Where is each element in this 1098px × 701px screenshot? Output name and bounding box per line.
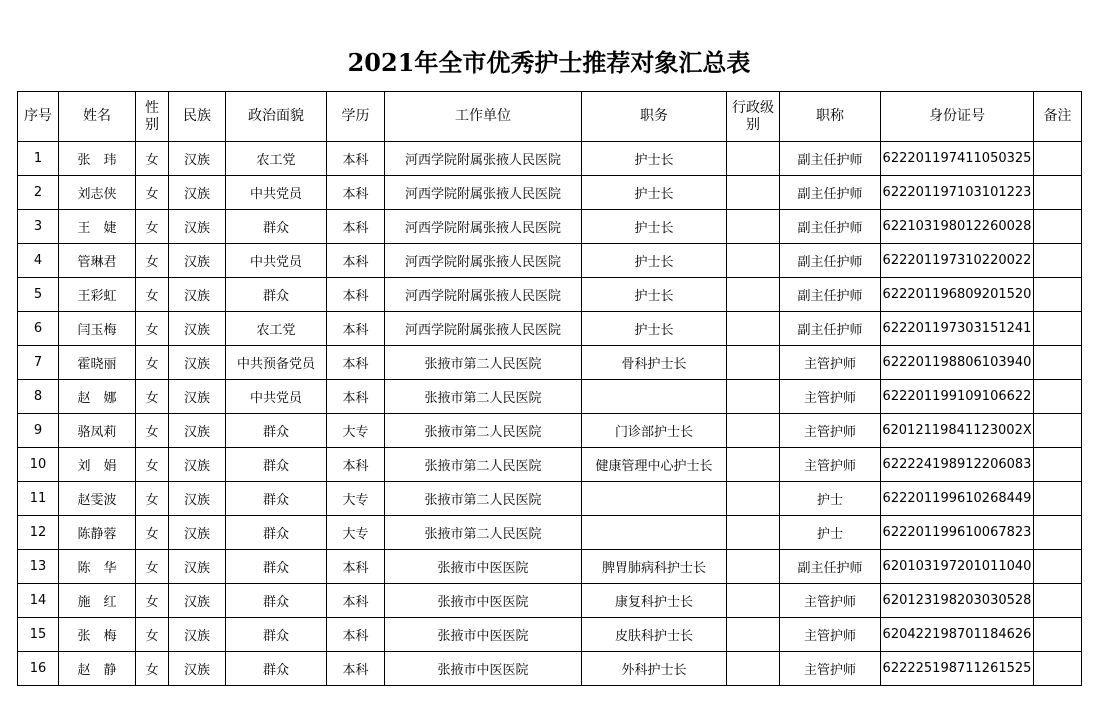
cell-political-status: 中共预备党员 bbox=[226, 346, 327, 380]
cell-ethnicity: 汉族 bbox=[169, 516, 226, 550]
cell-gender: 女 bbox=[136, 142, 169, 176]
cell-political-status: 农工党 bbox=[226, 312, 327, 346]
cell-ethnicity: 汉族 bbox=[169, 618, 226, 652]
cell-remarks bbox=[1034, 312, 1082, 346]
cell-id-number: 622201196809201520 bbox=[881, 278, 1034, 312]
cell-remarks bbox=[1034, 244, 1082, 278]
table-row bbox=[18, 414, 1082, 448]
cell-id-number: 622201197310220022 bbox=[881, 244, 1034, 278]
cell-education: 本科 bbox=[327, 176, 385, 210]
cell-id-number: 622201199610067823 bbox=[881, 516, 1034, 550]
header-seq: 序号 bbox=[18, 92, 59, 142]
table-row bbox=[18, 482, 1082, 516]
table-row bbox=[18, 618, 1082, 652]
recommendation-table bbox=[17, 91, 1082, 686]
cell-ethnicity: 汉族 bbox=[169, 312, 226, 346]
cell-id-number: 622224198912206083 bbox=[881, 448, 1034, 482]
cell-ethnicity: 汉族 bbox=[169, 346, 226, 380]
header-id-number: 身份证号 bbox=[881, 92, 1034, 142]
cell-education: 本科 bbox=[327, 584, 385, 618]
cell-position: 门诊部护士长 bbox=[582, 414, 727, 448]
header-education: 学历 bbox=[327, 92, 385, 142]
cell-education: 本科 bbox=[327, 244, 385, 278]
cell-gender: 女 bbox=[136, 380, 169, 414]
cell-name: 陈静蓉 bbox=[59, 516, 136, 550]
cell-ethnicity: 汉族 bbox=[169, 380, 226, 414]
table-row bbox=[18, 516, 1082, 550]
cell-id-number: 622201197103101223 bbox=[881, 176, 1034, 210]
cell-name: 骆凤莉 bbox=[59, 414, 136, 448]
cell-ethnicity: 汉族 bbox=[169, 550, 226, 584]
cell-gender: 女 bbox=[136, 448, 169, 482]
cell-id-number: 622201197303151241 bbox=[881, 312, 1034, 346]
cell-political-status: 群众 bbox=[226, 414, 327, 448]
cell-position: 护士长 bbox=[582, 176, 727, 210]
cell-admin-level bbox=[727, 516, 780, 550]
cell-title: 副主任护师 bbox=[780, 550, 881, 584]
cell-admin-level bbox=[727, 584, 780, 618]
cell-position: 外科护士长 bbox=[582, 652, 727, 686]
cell-seq: 2 bbox=[18, 176, 59, 210]
cell-remarks bbox=[1034, 414, 1082, 448]
cell-ethnicity: 汉族 bbox=[169, 278, 226, 312]
cell-political-status: 群众 bbox=[226, 584, 327, 618]
table-row bbox=[18, 380, 1082, 414]
cell-seq: 1 bbox=[18, 142, 59, 176]
cell-gender: 女 bbox=[136, 414, 169, 448]
cell-ethnicity: 汉族 bbox=[169, 244, 226, 278]
cell-title: 主管护师 bbox=[780, 448, 881, 482]
cell-name: 闫玉梅 bbox=[59, 312, 136, 346]
cell-position bbox=[582, 380, 727, 414]
cell-title: 主管护师 bbox=[780, 380, 881, 414]
cell-education: 本科 bbox=[327, 652, 385, 686]
cell-education: 本科 bbox=[327, 346, 385, 380]
cell-name: 管琳君 bbox=[59, 244, 136, 278]
table-row bbox=[18, 346, 1082, 380]
table-row bbox=[18, 210, 1082, 244]
cell-gender: 女 bbox=[136, 584, 169, 618]
table-body bbox=[18, 142, 1082, 686]
cell-remarks bbox=[1034, 448, 1082, 482]
cell-ethnicity: 汉族 bbox=[169, 584, 226, 618]
cell-title: 主管护师 bbox=[780, 584, 881, 618]
cell-position: 骨科护士长 bbox=[582, 346, 727, 380]
cell-workplace: 河西学院附属张掖人民医院 bbox=[385, 176, 582, 210]
cell-remarks bbox=[1034, 210, 1082, 244]
cell-admin-level bbox=[727, 210, 780, 244]
cell-title: 主管护师 bbox=[780, 652, 881, 686]
cell-remarks bbox=[1034, 618, 1082, 652]
cell-education: 大专 bbox=[327, 414, 385, 448]
cell-political-status: 群众 bbox=[226, 550, 327, 584]
cell-gender: 女 bbox=[136, 278, 169, 312]
cell-workplace: 张掖市第二人民医院 bbox=[385, 482, 582, 516]
cell-name: 赵 娜 bbox=[59, 380, 136, 414]
table-row bbox=[18, 312, 1082, 346]
cell-workplace: 张掖市第二人民医院 bbox=[385, 414, 582, 448]
cell-admin-level bbox=[727, 414, 780, 448]
cell-workplace: 河西学院附属张掖人民医院 bbox=[385, 312, 582, 346]
header-name: 姓名 bbox=[59, 92, 136, 142]
cell-id-number: 620123198203030528 bbox=[881, 584, 1034, 618]
cell-political-status: 中共党员 bbox=[226, 244, 327, 278]
cell-position: 护士长 bbox=[582, 278, 727, 312]
table-row bbox=[18, 550, 1082, 584]
cell-political-status: 中共党员 bbox=[226, 380, 327, 414]
cell-gender: 女 bbox=[136, 482, 169, 516]
cell-title: 副主任护师 bbox=[780, 176, 881, 210]
cell-remarks bbox=[1034, 550, 1082, 584]
cell-political-status: 群众 bbox=[226, 210, 327, 244]
cell-education: 本科 bbox=[327, 380, 385, 414]
cell-gender: 女 bbox=[136, 346, 169, 380]
cell-title: 主管护师 bbox=[780, 618, 881, 652]
cell-title: 主管护师 bbox=[780, 346, 881, 380]
cell-position: 护士长 bbox=[582, 210, 727, 244]
cell-seq: 15 bbox=[18, 618, 59, 652]
cell-name: 张 梅 bbox=[59, 618, 136, 652]
cell-title: 副主任护师 bbox=[780, 312, 881, 346]
cell-remarks bbox=[1034, 652, 1082, 686]
cell-seq: 8 bbox=[18, 380, 59, 414]
cell-gender: 女 bbox=[136, 652, 169, 686]
cell-name: 赵雯波 bbox=[59, 482, 136, 516]
cell-seq: 13 bbox=[18, 550, 59, 584]
cell-seq: 11 bbox=[18, 482, 59, 516]
cell-ethnicity: 汉族 bbox=[169, 414, 226, 448]
cell-remarks bbox=[1034, 584, 1082, 618]
header-political-status: 政治面貌 bbox=[226, 92, 327, 142]
table-row bbox=[18, 584, 1082, 618]
table-header bbox=[18, 92, 1082, 142]
cell-education: 大专 bbox=[327, 516, 385, 550]
cell-title: 副主任护师 bbox=[780, 244, 881, 278]
cell-id-number: 622103198012260028 bbox=[881, 210, 1034, 244]
cell-seq: 7 bbox=[18, 346, 59, 380]
cell-education: 大专 bbox=[327, 482, 385, 516]
cell-position: 护士长 bbox=[582, 244, 727, 278]
cell-workplace: 河西学院附属张掖人民医院 bbox=[385, 244, 582, 278]
cell-admin-level bbox=[727, 176, 780, 210]
cell-position: 护士长 bbox=[582, 142, 727, 176]
cell-political-status: 群众 bbox=[226, 652, 327, 686]
cell-admin-level bbox=[727, 482, 780, 516]
cell-title: 副主任护师 bbox=[780, 142, 881, 176]
cell-workplace: 张掖市中医医院 bbox=[385, 550, 582, 584]
cell-admin-level bbox=[727, 618, 780, 652]
cell-title: 主管护师 bbox=[780, 414, 881, 448]
cell-gender: 女 bbox=[136, 618, 169, 652]
cell-remarks bbox=[1034, 482, 1082, 516]
cell-ethnicity: 汉族 bbox=[169, 210, 226, 244]
cell-admin-level bbox=[727, 550, 780, 584]
cell-name: 赵 静 bbox=[59, 652, 136, 686]
cell-seq: 9 bbox=[18, 414, 59, 448]
cell-name: 王 婕 bbox=[59, 210, 136, 244]
cell-workplace: 张掖市中医医院 bbox=[385, 618, 582, 652]
cell-admin-level bbox=[727, 312, 780, 346]
cell-admin-level bbox=[727, 652, 780, 686]
cell-remarks bbox=[1034, 516, 1082, 550]
cell-education: 本科 bbox=[327, 210, 385, 244]
cell-political-status: 群众 bbox=[226, 516, 327, 550]
cell-seq: 4 bbox=[18, 244, 59, 278]
header-workplace: 工作单位 bbox=[385, 92, 582, 142]
cell-gender: 女 bbox=[136, 516, 169, 550]
cell-education: 本科 bbox=[327, 550, 385, 584]
cell-admin-level bbox=[727, 142, 780, 176]
cell-remarks bbox=[1034, 380, 1082, 414]
cell-workplace: 张掖市第二人民医院 bbox=[385, 516, 582, 550]
cell-admin-level bbox=[727, 278, 780, 312]
cell-remarks bbox=[1034, 278, 1082, 312]
cell-gender: 女 bbox=[136, 210, 169, 244]
cell-id-number: 622201197411050325 bbox=[881, 142, 1034, 176]
cell-workplace: 张掖市第二人民医院 bbox=[385, 380, 582, 414]
cell-title: 副主任护师 bbox=[780, 210, 881, 244]
cell-position: 皮肤科护士长 bbox=[582, 618, 727, 652]
cell-position: 健康管理中心护士长 bbox=[582, 448, 727, 482]
cell-name: 刘志侠 bbox=[59, 176, 136, 210]
cell-id-number: 622201199610268449 bbox=[881, 482, 1034, 516]
cell-seq: 3 bbox=[18, 210, 59, 244]
cell-position: 脾胃肺病科护士长 bbox=[582, 550, 727, 584]
cell-political-status: 群众 bbox=[226, 448, 327, 482]
header-admin-level: 行政级别 bbox=[727, 92, 780, 142]
cell-position bbox=[582, 482, 727, 516]
cell-remarks bbox=[1034, 176, 1082, 210]
cell-admin-level bbox=[727, 346, 780, 380]
header-position: 职务 bbox=[582, 92, 727, 142]
cell-political-status: 农工党 bbox=[226, 142, 327, 176]
cell-political-status: 群众 bbox=[226, 278, 327, 312]
cell-workplace: 河西学院附属张掖人民医院 bbox=[385, 142, 582, 176]
cell-seq: 12 bbox=[18, 516, 59, 550]
cell-workplace: 张掖市中医医院 bbox=[385, 652, 582, 686]
cell-remarks bbox=[1034, 142, 1082, 176]
cell-gender: 女 bbox=[136, 312, 169, 346]
cell-position: 康复科护士长 bbox=[582, 584, 727, 618]
header-gender: 性别 bbox=[136, 92, 169, 142]
table-row bbox=[18, 278, 1082, 312]
cell-name: 施 红 bbox=[59, 584, 136, 618]
cell-education: 本科 bbox=[327, 312, 385, 346]
cell-ethnicity: 汉族 bbox=[169, 482, 226, 516]
cell-name: 刘 娟 bbox=[59, 448, 136, 482]
cell-name: 张 玮 bbox=[59, 142, 136, 176]
header-row bbox=[18, 92, 1082, 142]
cell-position: 护士长 bbox=[582, 312, 727, 346]
cell-id-number: 622201199109106622 bbox=[881, 380, 1034, 414]
cell-remarks bbox=[1034, 346, 1082, 380]
table-row bbox=[18, 244, 1082, 278]
cell-id-number: 620422198701184626 bbox=[881, 618, 1034, 652]
header-remarks: 备注 bbox=[1034, 92, 1082, 142]
header-ethnicity: 民族 bbox=[169, 92, 226, 142]
page-title: 2021年全市优秀护士推荐对象汇总表 bbox=[347, 48, 751, 77]
cell-admin-level bbox=[727, 448, 780, 482]
cell-name: 陈 华 bbox=[59, 550, 136, 584]
cell-workplace: 河西学院附属张掖人民医院 bbox=[385, 278, 582, 312]
cell-seq: 5 bbox=[18, 278, 59, 312]
cell-title: 护士 bbox=[780, 516, 881, 550]
cell-gender: 女 bbox=[136, 244, 169, 278]
cell-title: 护士 bbox=[780, 482, 881, 516]
cell-political-status: 群众 bbox=[226, 482, 327, 516]
cell-political-status: 中共党员 bbox=[226, 176, 327, 210]
cell-workplace: 河西学院附属张掖人民医院 bbox=[385, 210, 582, 244]
cell-ethnicity: 汉族 bbox=[169, 176, 226, 210]
cell-admin-level bbox=[727, 380, 780, 414]
cell-seq: 6 bbox=[18, 312, 59, 346]
table-row bbox=[18, 176, 1082, 210]
cell-gender: 女 bbox=[136, 176, 169, 210]
header-title: 职称 bbox=[780, 92, 881, 142]
cell-education: 本科 bbox=[327, 142, 385, 176]
cell-workplace: 张掖市中医医院 bbox=[385, 584, 582, 618]
cell-seq: 14 bbox=[18, 584, 59, 618]
cell-workplace: 张掖市第二人民医院 bbox=[385, 346, 582, 380]
table-row bbox=[18, 448, 1082, 482]
cell-position bbox=[582, 516, 727, 550]
cell-seq: 16 bbox=[18, 652, 59, 686]
cell-id-number: 622201198806103940 bbox=[881, 346, 1034, 380]
cell-ethnicity: 汉族 bbox=[169, 652, 226, 686]
cell-education: 本科 bbox=[327, 618, 385, 652]
cell-name: 王彩虹 bbox=[59, 278, 136, 312]
cell-id-number: 620103197201011040 bbox=[881, 550, 1034, 584]
cell-seq: 10 bbox=[18, 448, 59, 482]
cell-workplace: 张掖市第二人民医院 bbox=[385, 448, 582, 482]
table-row bbox=[18, 142, 1082, 176]
cell-political-status: 群众 bbox=[226, 618, 327, 652]
cell-id-number: 62012119841123002X bbox=[881, 414, 1034, 448]
cell-name: 霍晓丽 bbox=[59, 346, 136, 380]
cell-admin-level bbox=[727, 244, 780, 278]
cell-title: 副主任护师 bbox=[780, 278, 881, 312]
cell-ethnicity: 汉族 bbox=[169, 142, 226, 176]
cell-education: 本科 bbox=[327, 448, 385, 482]
cell-ethnicity: 汉族 bbox=[169, 448, 226, 482]
cell-gender: 女 bbox=[136, 550, 169, 584]
cell-id-number: 622225198711261525 bbox=[881, 652, 1034, 686]
cell-education: 本科 bbox=[327, 278, 385, 312]
table-row bbox=[18, 652, 1082, 686]
